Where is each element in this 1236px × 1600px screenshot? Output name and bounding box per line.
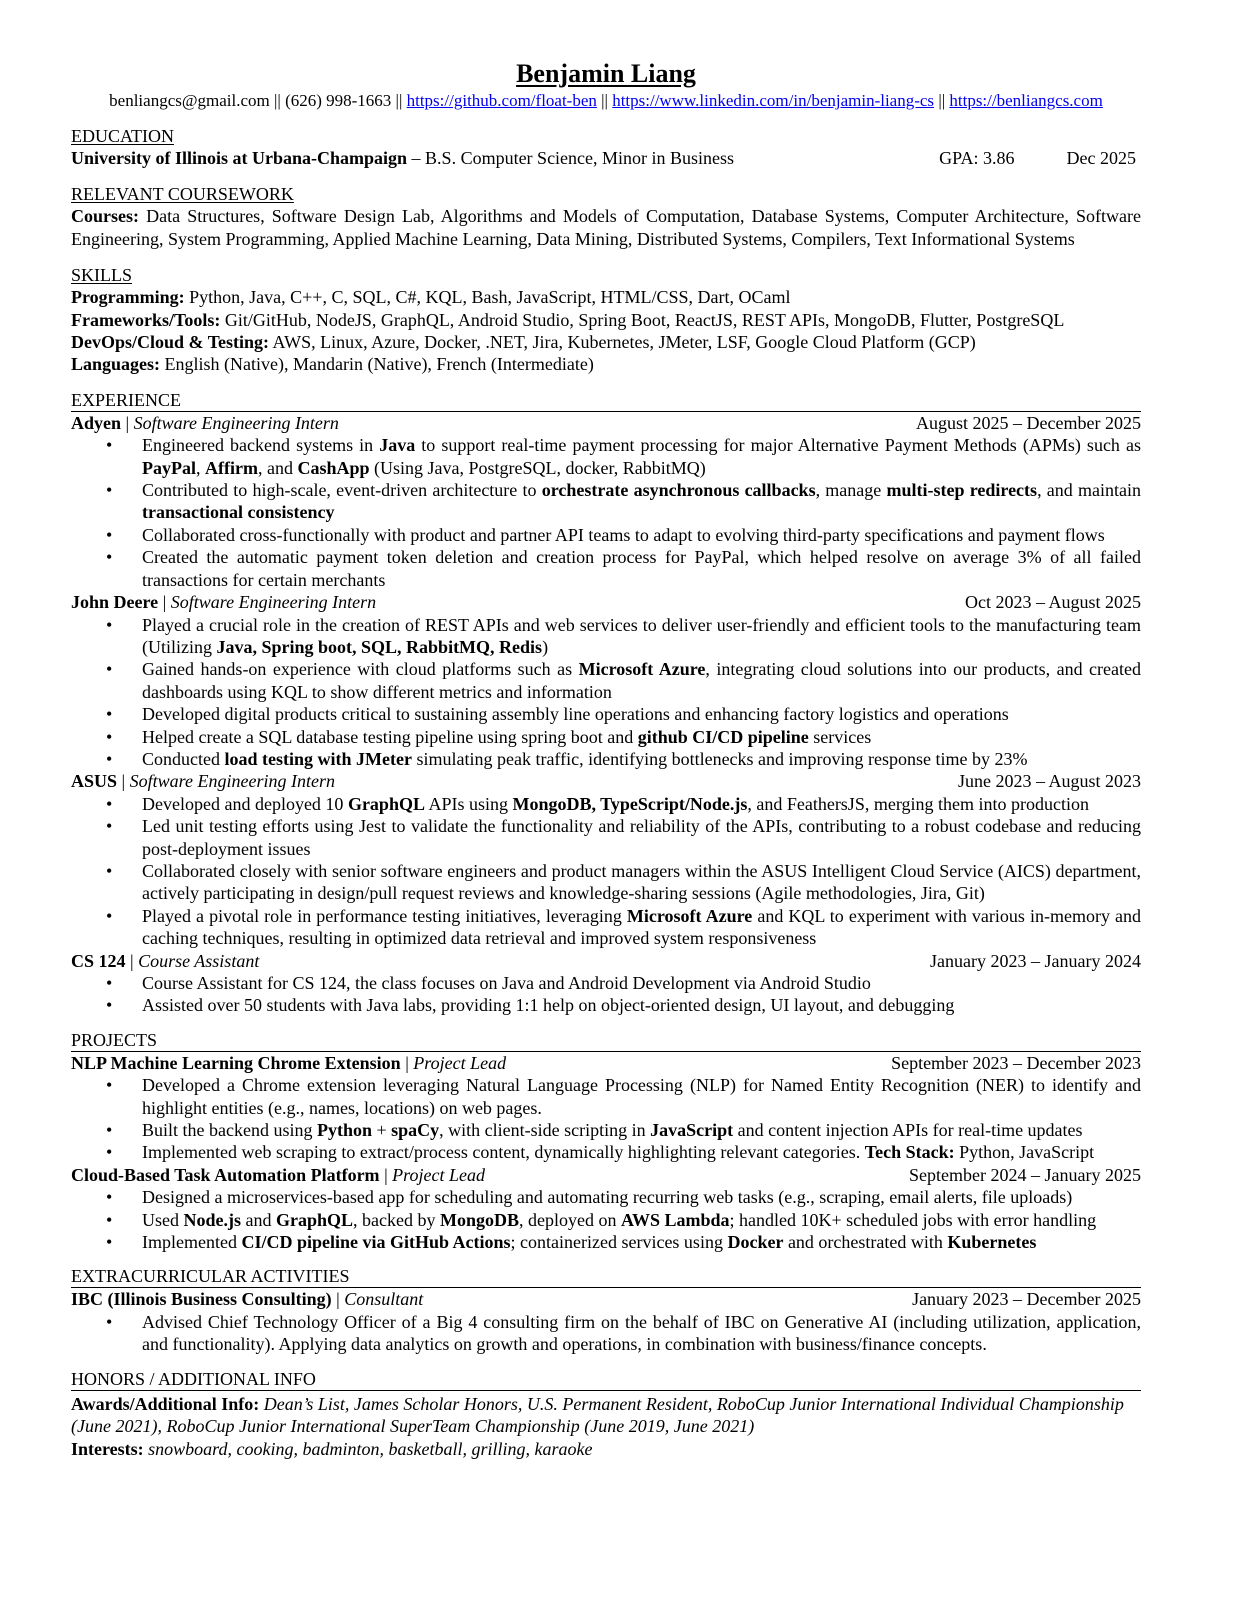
education-degree-line (71, 147, 734, 169)
extracurricular-heading: EXTRACURRICULAR ACTIVITIES (71, 1265, 1141, 1288)
phone-text: (626) 998-1663 (285, 91, 392, 110)
bullet-text: Course Assistant for CS 124, the class focuses on Java and Android Development via Android Studio (142, 973, 871, 993)
bullet-text: , integrating cloud solutions into our products, and created dashboards using KQL to show different metrics and information (142, 659, 1142, 702)
bullet-text: Assisted over 50 students with Java labs, providing 1:1 help on object-oriented design, UI layout, and debugging (142, 995, 955, 1016)
bullet-text: Implemented (142, 1232, 242, 1253)
bullet-keyword: PayPal (142, 457, 196, 478)
skill-label: Languages: (71, 354, 161, 375)
entry-date: September 2023 – December 2023 (891, 1052, 1141, 1073)
graduation-date: Dec 2025 (1066, 148, 1136, 168)
contact-separator: || (274, 91, 281, 110)
bullet-text: Engineered backend systems in (142, 435, 380, 456)
bullet-item (71, 905, 1141, 950)
projects-heading: PROJECTS (71, 1029, 1141, 1052)
bullet-text: Developed a Chrome extension leveraging Natural Language Processing (NLP) for Named Entity Recognition (NER) to identify and highlight entities (e.g., names, locations) on web pages. (142, 1075, 1141, 1118)
skill-row (71, 309, 1141, 331)
skill-label: DevOps/Cloud & Testing: (71, 332, 270, 353)
education-meta (939, 147, 1141, 169)
bullet-text: simulating peak traffic, identifying bottlenecks and improving response time by 23% (411, 748, 1028, 769)
bullet-text: Created the automatic payment token deletion and creation process for PayPal, which helped resolve on average 3% of all failed transactions for certain merchants (142, 547, 1141, 590)
bullet-text: and (241, 1209, 276, 1230)
organization-name: Adyen (71, 412, 122, 433)
resume-page (71, 58, 1141, 1460)
bullet-item (71, 524, 1141, 546)
entry-header (71, 950, 1141, 972)
bullet-text: , deployed on (519, 1209, 621, 1230)
title-separator: | (158, 592, 171, 613)
bullet-item (71, 614, 1141, 659)
bullet-text: Developed digital products critical to sustaining assembly line operations and enhancing factory logistics and operations (142, 704, 1009, 725)
bullet-item (71, 1074, 1141, 1119)
bullet-text: + (372, 1120, 392, 1141)
entry-date: Oct 2023 – August 2025 (964, 592, 1141, 613)
entry (71, 591, 1141, 770)
honors-heading: HONORS / ADDITIONAL INFO (71, 1368, 1141, 1391)
skill-values: Git/GitHub, NodeJS, GraphQL, Android Studio, Spring Boot, ReactJS, REST APIs, MongoDB, Flutter, PostgreSQL (220, 309, 1065, 330)
coursework-text (71, 205, 1141, 250)
bullet-item (71, 972, 1141, 994)
bullet-item (71, 726, 1141, 748)
entry-header (71, 412, 1141, 434)
entry-title (71, 1164, 485, 1186)
bullet-text: services (808, 726, 872, 747)
bullet-item (71, 793, 1141, 815)
contact-separator: || (938, 91, 946, 110)
bullet-text: Collaborated closely with senior software engineers and product managers within the ASUS Intelligent Cloud Service (AICS) department, actively participating in design/pull request reviews and knowledge-sharing sessions (Agile methodologies, Jira, Git) (142, 860, 1141, 904)
entry-date: January 2023 – January 2024 (930, 950, 1141, 971)
bullet-list (71, 1186, 1141, 1253)
degree-text: – B.S. Computer Science, Minor in Business (407, 148, 735, 168)
bullet-keyword: Docker (727, 1232, 784, 1253)
entry-title (71, 1288, 423, 1310)
role-title: Course Assistant (138, 950, 260, 971)
bullet-item (71, 1231, 1141, 1253)
bullet-text: Designed a microservices-based app for scheduling and automating recurring web tasks (e.g., scraping, email alerts, file uploads) (142, 1187, 1073, 1208)
bullet-text: Gained hands-on experience with cloud platforms such as (142, 659, 579, 680)
bullet-text: ; handled 10K+ scheduled jobs with error handling (729, 1209, 1097, 1230)
bullet-keyword: Kubernetes (947, 1232, 1037, 1253)
bullet-keyword: load testing with JMeter (224, 748, 412, 769)
entry-header (71, 1164, 1141, 1186)
bullet-text: , and (257, 457, 298, 478)
bullet-item (71, 434, 1141, 479)
bullet-text: Played a crucial role in the creation of REST APIs and web services to deliver user-friendly and efficient tools to the manufacturing team (Utilizing (142, 614, 1141, 657)
bullet-list (71, 972, 1141, 1017)
bullet-text: to support real-time payment processing for major Alternative Payment Methods (APMs) such as (415, 435, 1141, 456)
organization-name: John Deere (71, 592, 159, 613)
bullet-keyword: Node.js (183, 1209, 241, 1230)
skill-values: English (Native), Mandarin (Native), French (Intermediate) (160, 354, 594, 375)
bullet-keyword: github CI/CD pipeline (637, 726, 809, 747)
bullet-item (71, 703, 1141, 725)
bullet-text: Used (142, 1209, 184, 1230)
title-separator: | (331, 1289, 345, 1310)
bullet-text: Led unit testing efforts using Jest to validate the functionality and reliability of the APIs, contributing to a robust codebase and reducing post-deployment issues (142, 816, 1141, 859)
organization-name: CS 124 (71, 950, 126, 971)
bullet-item (71, 1141, 1141, 1163)
gpa-text: GPA: 3.86 (939, 148, 1015, 168)
contact-separator: || (395, 91, 403, 110)
education-row (71, 147, 1141, 169)
github-link[interactable]: https://github.com/float-ben (406, 91, 597, 110)
bullet-text: and KQL to experiment with various in-memory and caching techniques, resulting in optimized data retrieval and improved system responsiveness (142, 905, 1141, 949)
title-separator: | (379, 1164, 393, 1185)
interests-list: snowboard, cooking, badminton, basketball, grilling, karaoke (143, 1438, 593, 1459)
bullet-keyword: Affirm (205, 457, 258, 478)
skill-label: Frameworks/Tools: (71, 309, 221, 330)
role-title: Project Lead (413, 1052, 507, 1073)
candidate-name: Benjamin Liang (516, 59, 696, 88)
bullet-text: Implemented web scraping to extract/process content, dynamically highlighting relevant categories. (142, 1142, 865, 1163)
bullet-keyword: CI/CD pipeline via GitHub Actions (241, 1232, 511, 1253)
bullet-text: Conducted (142, 748, 225, 769)
bullet-text: , backed by (353, 1209, 440, 1230)
bullet-keyword: AWS Lambda (621, 1209, 730, 1230)
entry (71, 1052, 1141, 1164)
awards-list: Dean’s List, James Scholar Honors, U.S. Permanent Resident, RoboCup Junior International Individual Championship (June 2021), RoboCup Junior International SuperTeam Championship (June 2019, June 2021) (71, 1393, 1124, 1437)
entry (71, 412, 1141, 591)
bullet-keyword: JavaScript (650, 1120, 734, 1141)
bullet-keyword: orchestrate asynchronous callbacks (541, 480, 816, 501)
experience-heading: EXPERIENCE (71, 389, 1141, 412)
bullet-text: , and maintain (1037, 480, 1142, 501)
bullet-text: Contributed to high-scale, event-driven architecture to (142, 480, 542, 501)
title-separator: | (400, 1052, 414, 1073)
entry-date: June 2023 – August 2023 (957, 771, 1141, 792)
bullet-text: APIs using (424, 793, 513, 814)
bullet-text: ) (542, 636, 549, 657)
bullet-text: Developed and deployed 10 (142, 793, 348, 814)
bullet-keyword: Python (316, 1120, 372, 1141)
interests-label: Interests: (71, 1438, 144, 1459)
bullet-item (71, 479, 1141, 524)
bullet-list (71, 434, 1141, 591)
title-separator: | (121, 412, 134, 433)
skill-label: Programming: (71, 287, 185, 308)
contact-separator: || (601, 91, 608, 110)
bullet-keyword: MongoDB (440, 1209, 520, 1230)
bullet-text: , and FeathersJS, merging them into production (747, 793, 1089, 814)
coursework-heading: RELEVANT COURSEWORK (71, 184, 294, 205)
bullet-keyword: CashApp (297, 457, 370, 478)
bullet-item (71, 994, 1141, 1016)
bullet-item (71, 860, 1141, 905)
title-separator: | (117, 771, 130, 792)
entry-title (71, 412, 339, 434)
bullet-item (71, 748, 1141, 770)
linkedin-link[interactable]: https://www.linkedin.com/in/benjamin-liang-cs (612, 91, 935, 110)
bullet-item (71, 1119, 1141, 1141)
bullet-item (71, 1311, 1141, 1356)
skill-values: Python, Java, C++, C, SQL, C#, KQL, Bash, JavaScript, HTML/CSS, Dart, OCaml (184, 287, 791, 308)
organization-name: Cloud-Based Task Automation Platform (71, 1164, 380, 1185)
bullet-keyword: Java, Spring boot, SQL, RabbitMQ, Redis (216, 636, 543, 657)
bullet-text: Advised Chief Technology Officer of a Big 4 consulting firm on the behalf of IBC on Generative AI (including utilization, application, and functionality). Applying data analytics on growth and operations, in combination with business/finance concepts. (142, 1311, 1141, 1355)
bullet-text: and orchestrated with (783, 1232, 948, 1253)
entry-header (71, 591, 1141, 613)
bullet-text: and content injection APIs for real-time updates (733, 1120, 1083, 1141)
entry-header (71, 1052, 1141, 1074)
title-separator: | (125, 950, 139, 971)
experience-list (71, 412, 1141, 1017)
bullet-keyword: multi-step redirects (886, 480, 1038, 501)
bullet-keyword: spaCy (391, 1120, 440, 1141)
bullet-item (71, 815, 1141, 860)
awards-text (71, 1393, 1141, 1438)
skill-row (71, 353, 1141, 375)
entry (71, 1288, 1141, 1355)
skill-row (71, 286, 1141, 308)
bullet-text: Python, JavaScript (954, 1142, 1095, 1163)
organization-name: IBC (Illinois Business Consulting) (71, 1289, 332, 1310)
bullet-list (71, 793, 1141, 950)
bullet-text: Helped create a SQL database testing pipeline using spring boot and (142, 726, 638, 747)
school-name: University of Illinois at Urbana-Champaign (71, 148, 408, 168)
skills-heading: SKILLS (71, 265, 133, 286)
email-text: benliangcs@gmail.com (109, 91, 270, 110)
website-link[interactable]: https://benliangcs.com (949, 91, 1103, 110)
organization-name: NLP Machine Learning Chrome Extension (71, 1052, 401, 1073)
skills-list (71, 286, 1141, 376)
bullet-text: , (196, 457, 205, 478)
bullet-keyword: Microsoft Azure (578, 659, 706, 680)
skill-row (71, 331, 1141, 353)
entry-title (71, 950, 259, 972)
bullet-text: , with client-side scripting in (439, 1120, 651, 1141)
bullet-item (71, 1186, 1141, 1208)
entry-date: January 2023 – December 2025 (912, 1289, 1141, 1310)
education-heading: EDUCATION (71, 126, 174, 146)
courses-list: Data Structures, Software Design Lab, Algorithms and Models of Computation, Database Systems, Computer Architecture, Software Engineering, System Programming, Applied Machine Learning, Data Mining, Distributed Systems, Compilers, Text Informational Systems (71, 206, 1141, 249)
bullet-list (71, 614, 1141, 771)
entry-title (71, 591, 376, 613)
role-title: Software Engineering Intern (129, 771, 335, 792)
courses-label: Courses: (71, 206, 139, 227)
bullet-keyword: transactional consistency (142, 502, 335, 523)
skill-values: AWS, Linux, Azure, Docker, .NET, Jira, Kubernetes, JMeter, LSF, Google Cloud Platform (GCP) (269, 332, 976, 353)
bullet-text: Built the backend using (142, 1120, 317, 1141)
entry-date: August 2025 – December 2025 (916, 412, 1141, 433)
bullet-text: ; containerized services using (510, 1232, 728, 1253)
role-title: Software Engineering Intern (133, 412, 339, 433)
bullet-text: , manage (815, 480, 887, 501)
projects-list (71, 1052, 1141, 1254)
role-title: Consultant (344, 1289, 424, 1310)
entry-header (71, 770, 1141, 792)
bullet-list (71, 1311, 1141, 1356)
bullet-text: Collaborated cross-functionally with product and partner API teams to adapt to evolving third-party specifications and payment flows (142, 524, 1105, 545)
entry-date: September 2024 – January 2025 (909, 1164, 1141, 1185)
interests-text (71, 1438, 1141, 1460)
bullet-list (71, 1074, 1141, 1164)
entry-header (71, 1288, 1141, 1310)
organization-name: ASUS (71, 771, 118, 792)
role-title: Project Lead (392, 1164, 485, 1185)
extracurricular-list (71, 1288, 1141, 1355)
bullet-keyword: Microsoft Azure (626, 905, 753, 926)
entry (71, 1164, 1141, 1254)
entry-title (71, 770, 335, 792)
role-title: Software Engineering Intern (170, 592, 377, 613)
bullet-item (71, 1209, 1141, 1231)
bullet-text: (Using Java, PostgreSQL, docker, RabbitMQ) (369, 457, 706, 478)
bullet-keyword: GraphQL (276, 1209, 354, 1230)
bullet-keyword: GraphQL (347, 793, 425, 814)
bullet-keyword: MongoDB, TypeScript/Node.js (512, 793, 748, 814)
entry-title (71, 1052, 506, 1074)
bullet-keyword: Java (379, 435, 416, 456)
bullet-item (71, 546, 1141, 591)
entry (71, 770, 1141, 949)
awards-label: Awards/Additional Info: (71, 1393, 260, 1414)
bullet-keyword: Tech Stack: (864, 1142, 955, 1163)
bullet-item (71, 658, 1141, 703)
bullet-text: Played a pivotal role in performance testing initiatives, leveraging (142, 905, 627, 926)
entry (71, 950, 1141, 1017)
contact-line (61, 90, 1151, 112)
